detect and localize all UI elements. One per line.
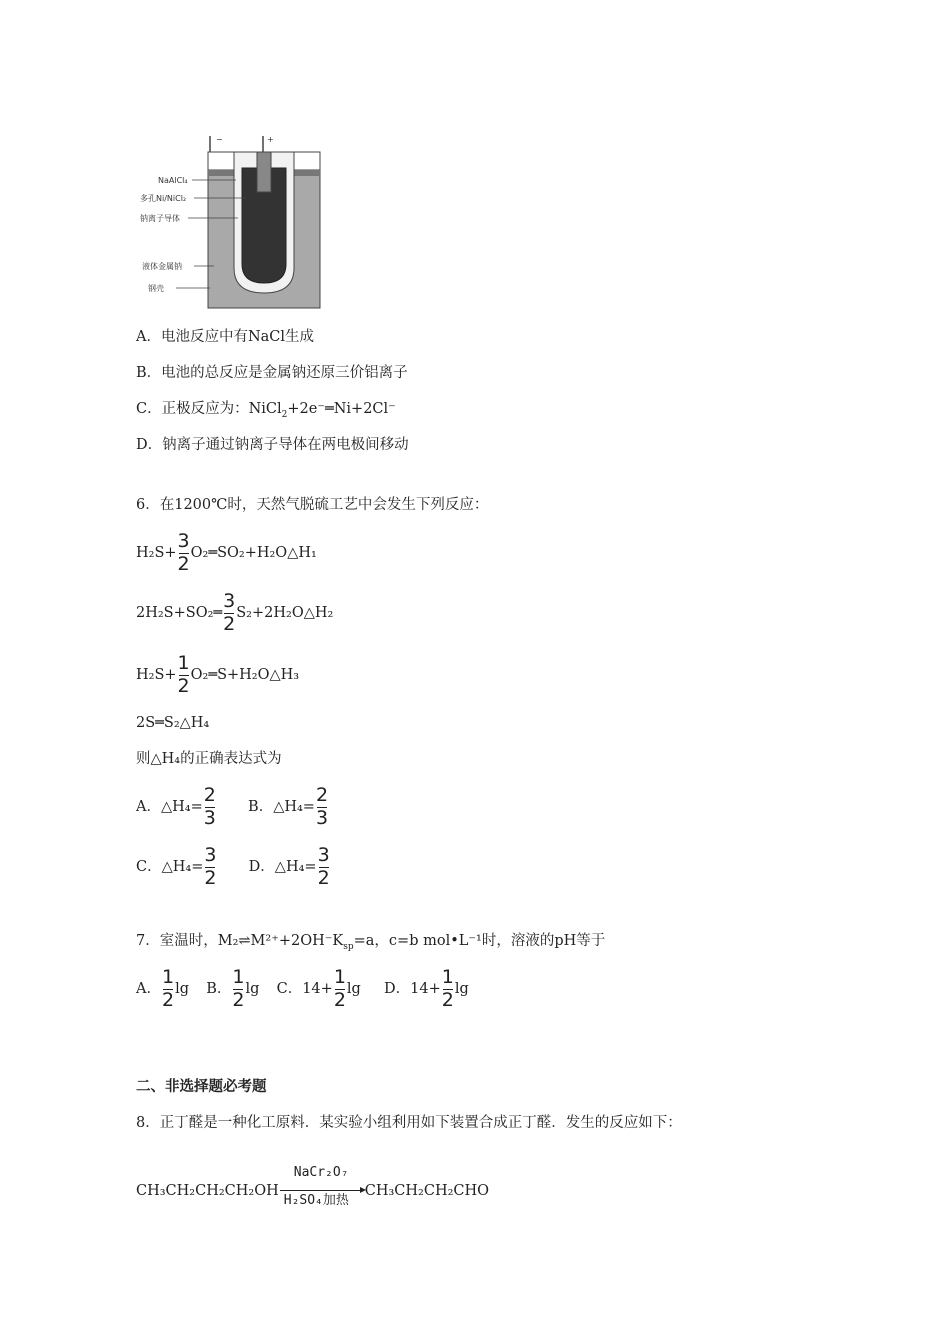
q6-a-fraction: $\frac{2}{3}$ [203,784,216,829]
r2-fraction: $\frac{3}{2}$ [223,590,236,635]
plus-terminal: + [267,135,274,144]
q8-cond-bottom: H₂SO₄加热 [283,1193,349,1208]
reaction-arrow-icon [280,1190,360,1191]
q5-option-a: A．电池反应中有NaCl生成 [136,329,315,345]
q6-ask: 则△H₄的正确表达式为 [136,751,282,767]
q6-reaction-3 [136,654,299,696]
q5-option-c: C．正极反应为：NiCl$_2$+2e⁻═Ni+2Cl⁻ [136,401,396,420]
q6-reaction-1 [136,532,317,574]
q5-c-post: +2e⁻═Ni+2Cl⁻ [287,401,396,417]
q7-option-b: B． [206,981,232,997]
q5-option-d: D．钠离子通过钠离子导体在两电极间移动 [136,437,409,453]
r1-pre: H₂S+ [136,545,177,561]
r3-pre: H₂S+ [136,667,177,683]
r1-post: O₂═SO₂+H₂O△H₁ [190,545,317,561]
q7-options: A． $\frac{1}{2}$ lg B． $\frac{1}{2}$ lg C．14+ $\frac{1}{2}$ lg D．14+ $\frac{1}{2}$ lg [136,966,469,1011]
q8-condition-arrow [280,1166,364,1216]
q6-reaction-4: 2S═S₂△H₄ [136,715,210,731]
r2-pre: 2H₂S+SO₂═ [136,605,223,621]
q6-option-d: D．△H₄= [248,859,317,875]
battery-diagram [136,128,336,318]
q6-reaction-2 [136,592,333,634]
r3-fraction: $\frac{1}{2}$ [177,652,190,697]
q8-reaction [136,1166,489,1216]
q6-options-ab [136,786,329,828]
q5-option-b: B．电池的总反应是金属钠还原三价铝离子 [136,365,408,381]
q6-stem: 6．在1200℃时，天然气脱硫工艺中会发生下列反应： [136,497,489,513]
label-naalcl4: NaAlCl₄ [158,176,188,185]
q6-option-b: B．△H₄= [248,799,315,815]
q6-options-cd [136,846,331,888]
q8-product: CH₃CH₂CH₂CHO [364,1183,490,1199]
q6-d-fraction: $\frac{3}{2}$ [317,844,330,889]
section-heading: 二、非选择题必考题 [136,1079,267,1095]
q7-option-c: C．14+ [276,981,333,997]
q5-c-pre: C．正极反应为：NiCl [136,401,282,417]
q7-option-d: D．14+ [384,981,441,997]
r2-post: S₂+2H₂O△H₂ [236,605,334,621]
q7-option-a: A． [136,981,161,997]
minus-terminal: − [216,135,223,144]
q7-stem: 7．室温时，$M_2\rightleftharpoons M^{2+}+2OH^-K_{sp}=a$，c=b mol•L⁻¹时，溶液的pH等于 [136,933,606,952]
q8-stem: 8．正丁醛是一种化工原料．某实验小组利用如下装置合成正丁醛．发生的反应如下： [136,1115,682,1131]
r1-fraction: $\frac{3}{2}$ [177,530,190,575]
q6-c-fraction: $\frac{3}{2}$ [204,844,217,889]
label-steel-shell: 钢壳 [148,284,164,293]
label-liquid-sodium: 液体金属钠 [142,262,182,271]
q6-option-a: A．△H₄= [136,799,203,815]
q6-b-fraction: $\frac{2}{3}$ [315,784,329,829]
label-na-ion-conductor: 钠离子导体 [140,214,180,223]
q6-option-c: C．△H₄= [136,859,204,875]
q8-cond-top: NaCr₂O₇ [293,1165,349,1180]
r3-post: O₂═S+H₂O△H₃ [190,667,300,683]
label-ni-nicl2: 多孔Ni/NiCl₂ [140,194,187,203]
q8-reactant: CH₃CH₂CH₂CH₂OH [136,1183,279,1199]
